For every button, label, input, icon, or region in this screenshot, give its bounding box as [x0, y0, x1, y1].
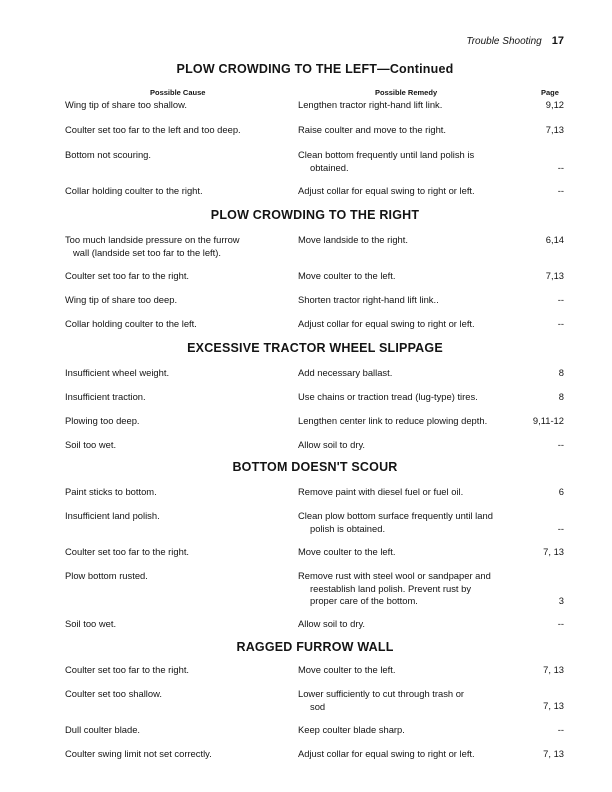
- page-ref: 7, 13: [543, 664, 564, 675]
- remedy-line: Remove rust with steel wool or sandpaper and: [298, 570, 491, 581]
- remedy-text: [298, 439, 528, 452]
- column-header-remedy: Possible Remedy: [375, 88, 438, 97]
- cause-line: Collar holding coulter to the right.: [65, 185, 203, 196]
- remedy-line: Clean bottom frequently until land polish is: [298, 149, 475, 160]
- cause-text: [65, 688, 290, 701]
- remedy-line: obtained.: [310, 161, 349, 173]
- remedy-line: Lengthen tractor right-hand lift link.: [298, 99, 443, 110]
- cause-line: Insufficient land polish.: [65, 510, 160, 521]
- section-title: BOTTOM DOESN'T SCOUR: [232, 460, 398, 474]
- page-ref: --: [557, 185, 564, 196]
- page-ref: 8: [558, 391, 564, 402]
- section-title: EXCESSIVE TRACTOR WHEEL SLIPPAGE: [187, 341, 443, 355]
- remedy-line: reestablish land polish. Prevent rust by: [310, 582, 472, 594]
- remedy-text: [298, 149, 528, 174]
- cause-line: Too much landside pressure on the furrow: [65, 234, 240, 245]
- page-ref: 6,14: [545, 234, 564, 245]
- column-header-page: Page: [541, 88, 559, 97]
- cause-line: Plow bottom rusted.: [65, 570, 148, 581]
- cause-line: Soil too wet.: [65, 618, 117, 629]
- cause-line: Coulter swing limit not set correctly.: [65, 748, 212, 759]
- cause-text: [65, 748, 290, 761]
- remedy-text: [298, 270, 528, 283]
- column-header-cause: Possible Cause: [150, 88, 206, 97]
- remedy-text: [298, 318, 528, 331]
- page-ref: 9,12: [545, 99, 564, 110]
- cause-text: [65, 439, 290, 452]
- cause-text: [65, 570, 290, 583]
- remedy-line: Clean plow bottom surface frequently until land: [298, 510, 493, 521]
- page-ref: 3: [558, 595, 564, 606]
- remedy-line: Keep coulter blade sharp.: [298, 724, 405, 735]
- page-ref: --: [557, 294, 564, 305]
- remedy-line: Move coulter to the left.: [298, 546, 396, 557]
- page-ref: --: [557, 724, 564, 735]
- remedy-line: Move coulter to the left.: [298, 664, 396, 675]
- cause-line: Collar holding coulter to the left.: [65, 318, 197, 329]
- cause-line: Coulter set too far to the right.: [65, 664, 190, 675]
- remedy-text: [298, 546, 528, 559]
- remedy-line: sod: [310, 700, 326, 712]
- page-ref: --: [557, 318, 564, 329]
- remedy-text: [298, 415, 528, 428]
- cause-text: [65, 510, 290, 523]
- cause-text: [65, 294, 290, 307]
- cause-text: [65, 618, 290, 631]
- remedy-line: Lower sufficiently to cut through trash or: [298, 688, 465, 699]
- remedy-text: [298, 748, 528, 761]
- page-ref: 7, 13: [543, 700, 564, 711]
- remedy-line: polish is obtained.: [310, 522, 386, 534]
- cause-line: Soil too wet.: [65, 439, 117, 450]
- cause-text: [65, 149, 290, 162]
- remedy-text: [298, 570, 528, 608]
- cause-text: [65, 318, 290, 331]
- cause-text: [65, 664, 290, 677]
- remedy-line: Allow soil to dry.: [298, 439, 366, 450]
- remedy-line: Add necessary ballast.: [298, 367, 393, 378]
- page-ref: 6: [558, 486, 564, 497]
- remedy-text: [298, 688, 528, 713]
- remedy-text: [298, 510, 528, 535]
- cause-line: Coulter set too shallow.: [65, 688, 162, 699]
- cause-text: [65, 124, 290, 137]
- page-ref: --: [557, 439, 564, 450]
- page-ref: 9,11-12: [532, 415, 564, 426]
- section-title: PLOW CROWDING TO THE RIGHT: [210, 208, 420, 222]
- cause-line: Coulter set too far to the right.: [65, 546, 190, 557]
- remedy-text: [298, 124, 528, 137]
- section-title: PLOW CROWDING TO THE LEFT—Continued: [176, 62, 454, 76]
- remedy-text: [298, 391, 528, 404]
- remedy-text: [298, 724, 528, 737]
- remedy-line: Adjust collar for equal swing to right or left.: [298, 318, 475, 329]
- remedy-line: Move landside to the right.: [298, 234, 408, 245]
- cause-line: Paint sticks to bottom.: [65, 486, 157, 497]
- page-header: [466, 35, 564, 47]
- remedy-line: Lengthen center link to reduce plowing depth.: [298, 415, 488, 426]
- remedy-text: [298, 294, 528, 307]
- page-ref: --: [557, 523, 564, 534]
- cause-line: Wing tip of share too deep.: [65, 294, 178, 305]
- remedy-text: [298, 618, 528, 631]
- remedy-line: Use chains or traction tread (lug-type) tires.: [298, 391, 478, 402]
- cause-text: [65, 486, 290, 499]
- remedy-text: [298, 234, 528, 247]
- page-ref: 7,13: [545, 270, 564, 281]
- page-ref: 8: [558, 367, 564, 378]
- remedy-line: Raise coulter and move to the right.: [298, 124, 446, 135]
- cause-text: [65, 546, 290, 559]
- cause-line: Dull coulter blade.: [65, 724, 141, 735]
- remedy-text: [298, 367, 528, 380]
- cause-line: Wing tip of share too shallow.: [65, 99, 187, 110]
- page-ref: 7,13: [545, 124, 564, 135]
- remedy-line: Move coulter to the left.: [298, 270, 396, 281]
- remedy-line: Remove paint with diesel fuel or fuel oil.: [298, 486, 464, 497]
- cause-text: [65, 185, 290, 198]
- page-ref: --: [557, 618, 564, 629]
- remedy-line: proper care of the bottom.: [310, 595, 418, 606]
- cause-line: Insufficient wheel weight.: [65, 367, 170, 378]
- cause-line: wall (landside set too far to the left).: [73, 246, 221, 258]
- remedy-text: [298, 99, 528, 112]
- remedy-text: [298, 664, 528, 677]
- section-title: RAGGED FURROW WALL: [236, 640, 394, 654]
- remedy-line: Adjust collar for equal swing to right or left.: [298, 185, 475, 196]
- cause-line: Coulter set too far to the right.: [65, 270, 190, 281]
- page-number: 17: [551, 35, 564, 47]
- remedy-line: Allow soil to dry.: [298, 618, 366, 629]
- cause-text: [65, 724, 290, 737]
- remedy-line: Adjust collar for equal swing to right or left.: [298, 748, 475, 759]
- cause-line: Plowing too deep.: [65, 415, 140, 426]
- cause-text: [65, 270, 290, 283]
- cause-line: Bottom not scouring.: [65, 149, 151, 160]
- cause-text: [65, 234, 290, 259]
- cause-line: Coulter set too far to the left and too deep.: [65, 124, 241, 135]
- cause-line: Insufficient traction.: [65, 391, 146, 402]
- page-ref: --: [557, 162, 564, 173]
- cause-text: [65, 99, 290, 112]
- page-ref: 7, 13: [543, 546, 564, 557]
- cause-text: [65, 391, 290, 404]
- remedy-line: Shorten tractor right-hand lift link..: [298, 294, 439, 305]
- remedy-text: [298, 185, 528, 198]
- cause-text: [65, 367, 290, 380]
- cause-text: [65, 415, 290, 428]
- remedy-text: [298, 486, 528, 499]
- section-name: Trouble Shooting: [466, 36, 542, 47]
- page-ref: 7, 13: [543, 748, 564, 759]
